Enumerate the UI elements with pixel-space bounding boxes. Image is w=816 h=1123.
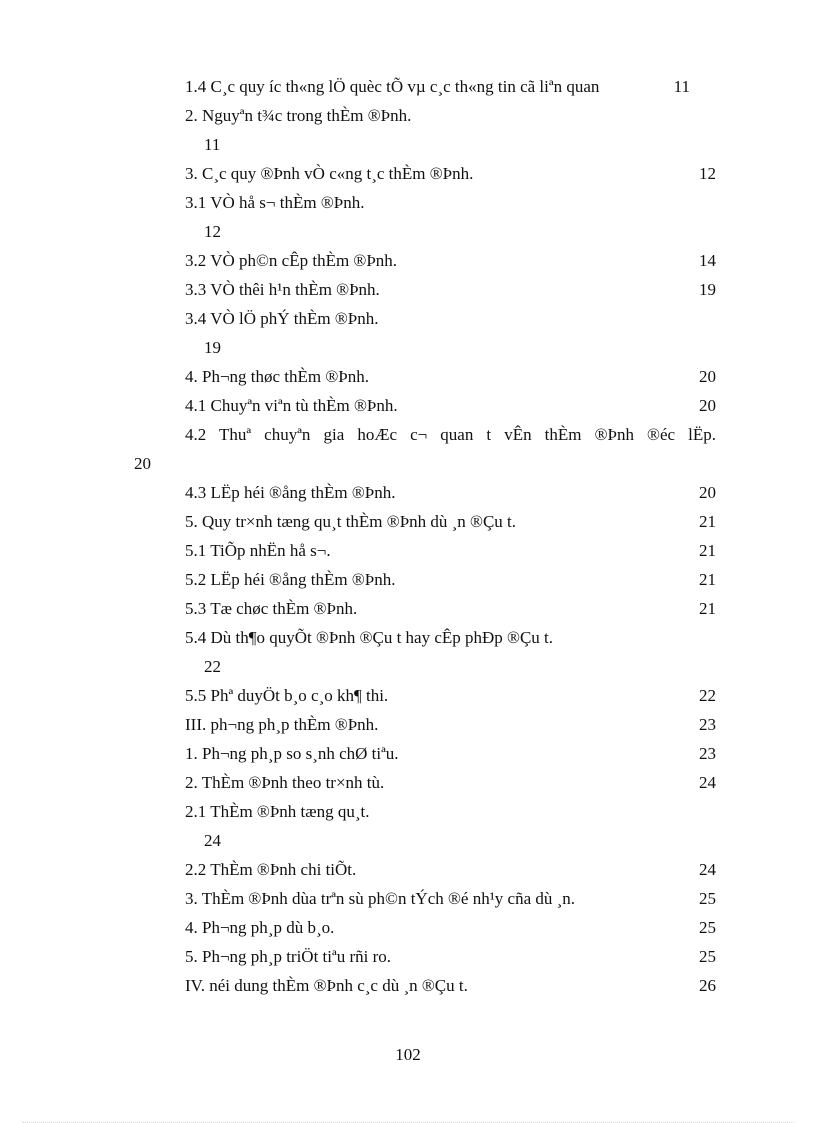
toc-entry: [185, 916, 716, 940]
toc-entry: [185, 684, 716, 708]
toc-entry-page: 21: [699, 512, 716, 531]
toc-entry: [185, 423, 716, 447]
toc-entry-text: 1. Ph¬ng ph¸p so s¸nh chØ tiªu.: [185, 744, 399, 763]
toc-entry: [185, 510, 716, 534]
toc-entry: [185, 539, 716, 563]
toc-entry-text: 3.3 VÒ thêi h¹n thÈm ®Þnh.: [185, 280, 380, 299]
toc-entry: [185, 191, 716, 215]
toc-entry-page: 11: [204, 135, 221, 154]
toc-entry: [185, 742, 716, 766]
toc-entry-page: 20: [699, 396, 716, 415]
toc-entry-page: 19: [204, 338, 221, 357]
toc-entry: [185, 626, 716, 650]
toc-entry-page: 20: [134, 454, 151, 473]
toc-entry: [185, 800, 716, 824]
toc-entry-page: 23: [699, 715, 716, 734]
toc-entry-page: 14: [699, 251, 716, 270]
toc-entry: [185, 597, 716, 621]
toc-entry-page: 25: [699, 889, 716, 908]
toc-entry-page: 11: [673, 77, 690, 96]
toc-entry-page: 23: [699, 744, 716, 763]
toc-entry-text: 5. Quy tr×nh tæng qu¸t thÈm ®Þnh dù ¸n ®Çu t.: [185, 512, 517, 531]
toc-entry-text: 2.2 ThÈm ®Þnh chi tiÕt.: [185, 860, 357, 879]
toc-entry-text: 2. Nguyªn t¾c trong thÈm ®Þnh.: [185, 106, 412, 125]
toc-entry-text: 5. Ph¬ng ph¸p triÖt tiªu rñi ro.: [185, 947, 391, 966]
toc-entry: [185, 713, 716, 737]
toc-entry: [185, 307, 716, 331]
toc-entry-text: 3. C¸c quy ®Þnh vÒ c«ng t¸c thÈm ®Þnh.: [185, 164, 474, 183]
toc-entry-text: 5.5 Phª duyÖt b¸o c¸o kh¶ thi.: [185, 686, 389, 705]
toc-entry-page: 20: [699, 367, 716, 386]
toc-entry-page: 22: [204, 657, 221, 676]
toc-entry: [185, 75, 716, 99]
toc-entry: [185, 974, 716, 998]
toc-entry: [185, 394, 716, 418]
toc-entry-text: 4.1 Chuyªn viªn tù thÈm ®Þnh.: [185, 396, 398, 415]
toc-entry-page: 19: [699, 280, 716, 299]
toc-entry-page: 24: [699, 860, 716, 879]
toc-entry-page: 24: [204, 831, 221, 850]
toc-entry-page: 21: [699, 570, 716, 589]
toc-entry-page: 12: [699, 164, 716, 183]
toc-entry: [185, 568, 716, 592]
toc-entry-text: 5.1 TiÕp nhËn hå s¬.: [185, 541, 331, 560]
toc-entry-text: 3. ThÈm ®Þnh dùa trªn sù ph©n tÝch ®é nh¹y cña dù ¸n.: [185, 889, 576, 908]
toc-entry-text: 1.4 C¸c quy íc th«ng lÖ quèc tÕ vµ c¸c th«ng tin cã liªn quan: [185, 77, 600, 96]
toc-entry-page: 21: [699, 599, 716, 618]
toc-entry-text: 4.3 LËp héi ®ång thÈm ®Þnh.: [185, 483, 396, 502]
toc-entry-page: 25: [699, 918, 716, 937]
toc-entry: [185, 104, 716, 128]
toc-entry-page: 22: [699, 686, 716, 705]
toc-entry-text: 3.1 VÒ hå s¬ thÈm ®Þnh.: [185, 193, 365, 212]
toc-entry: [185, 887, 716, 911]
toc-entry: [185, 858, 716, 882]
toc-entry-page: 24: [699, 773, 716, 792]
toc-entry: [185, 481, 716, 505]
toc-entry-text: 4. Ph¬ng thøc thÈm ®Þnh.: [185, 367, 370, 386]
toc-entry-page: 20: [699, 483, 716, 502]
toc-entry-text: 5.2 LËp héi ®ång thÈm ®Þnh.: [185, 570, 396, 589]
page-number: 102: [395, 1045, 421, 1064]
toc-entry: [185, 278, 716, 302]
toc-entry-text: 4.2 Thuª chuyªn gia hoÆc c¬ quan t vÊn thÈm ®Þnh ®éc lËp.: [185, 425, 716, 444]
toc-entry-text: 5.3 Tæ chøc thÈm ®Þnh.: [185, 599, 358, 618]
toc-entry-page: 25: [699, 947, 716, 966]
toc-entry-text: 2. ThÈm ®Þnh theo tr×nh tù.: [185, 773, 385, 792]
toc-entry: [185, 162, 716, 186]
toc-entry: [185, 365, 716, 389]
toc-entry-page: 21: [699, 541, 716, 560]
toc-entry-text: 2.1 ThÈm ®Þnh tæng qu¸t.: [185, 802, 370, 821]
toc-entry-text: 5.4 Dù th¶o quyÕt ®Þnh ®Çu t hay cÊp phÐp ®Çu t.: [185, 628, 554, 647]
toc-entry-text: IV. néi dung thÈm ®Þnh c¸c dù ¸n ®Çu t.: [185, 976, 468, 995]
toc-entry-page: 12: [204, 222, 221, 241]
toc-entry-text: III. ph¬ng ph¸p thÈm ®Þnh.: [185, 715, 379, 734]
toc-entry: [185, 945, 716, 969]
toc-entry: [185, 771, 716, 795]
toc-entry-page: 26: [699, 976, 716, 995]
toc-entry-text: 4. Ph¬ng ph¸p dù b¸o.: [185, 918, 335, 937]
toc-entry-text: 3.2 VÒ ph©n cÊp thÈm ®Þnh.: [185, 251, 398, 270]
toc-entry: [185, 249, 716, 273]
toc-entry-text: 3.4 VÒ lÖ phÝ thÈm ®Þnh.: [185, 309, 379, 328]
